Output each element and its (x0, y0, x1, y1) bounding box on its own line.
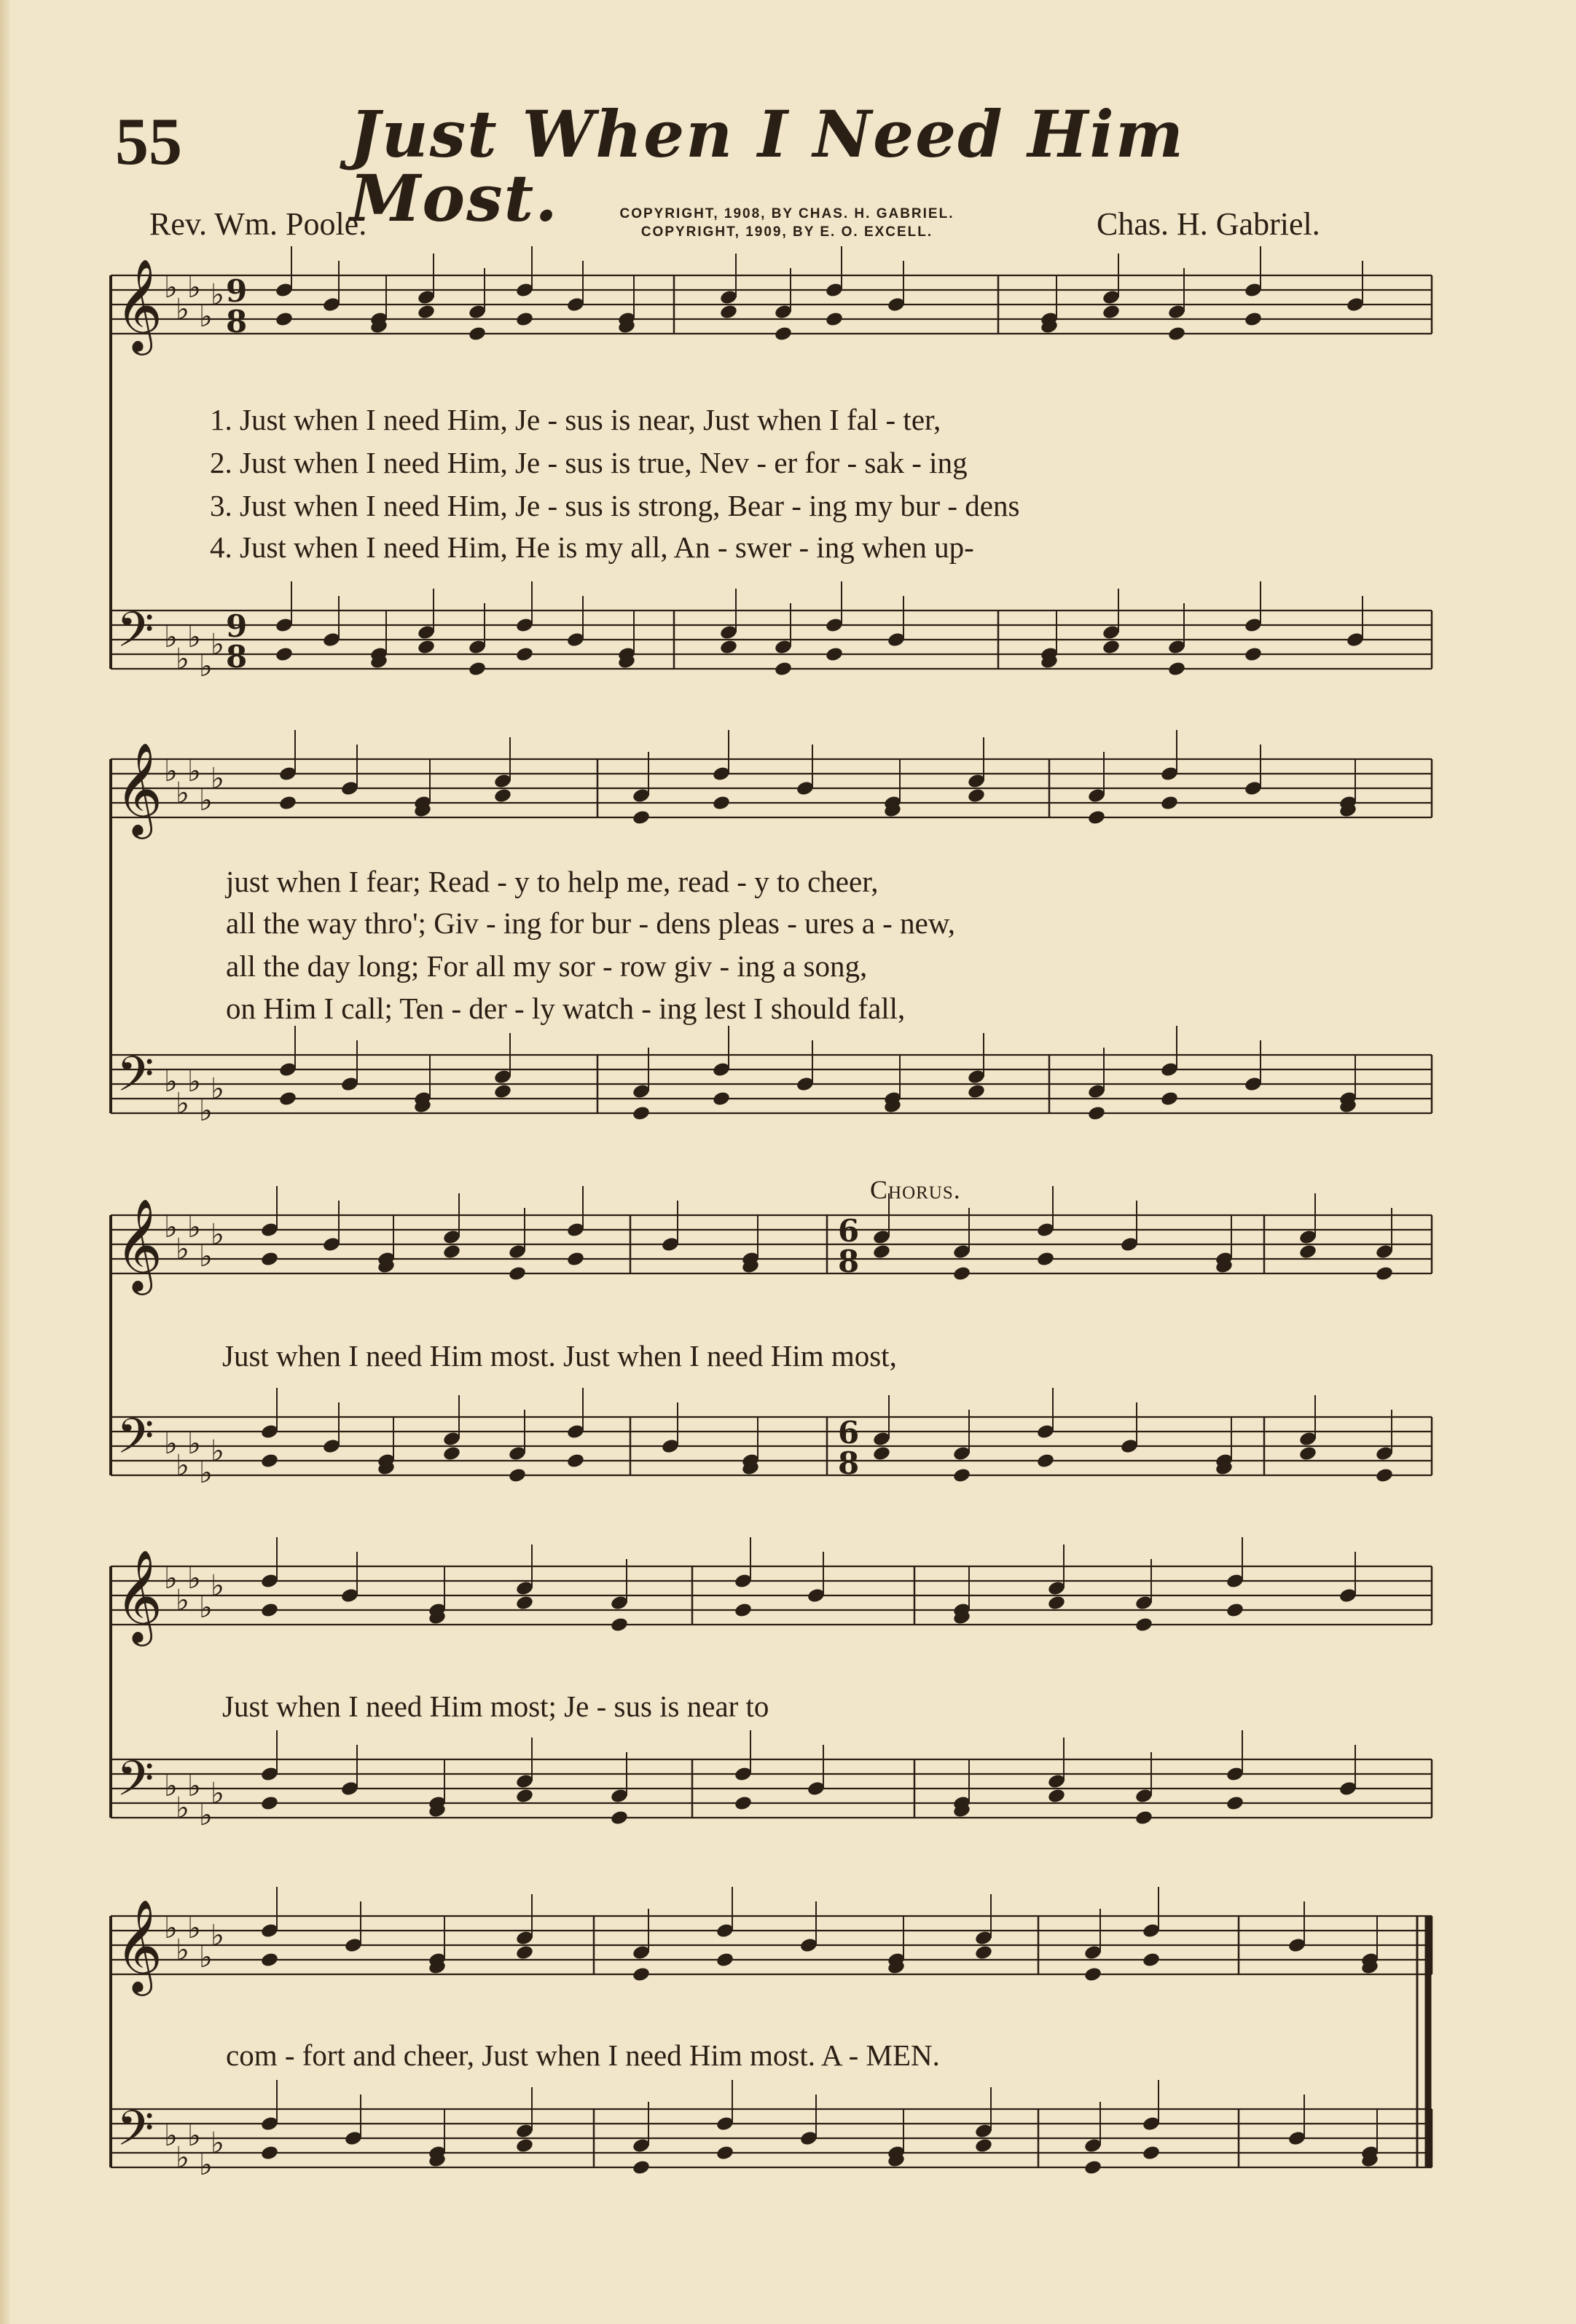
treble-staff-2-notehead (967, 788, 986, 804)
treble-staff-4-notehead (1134, 1617, 1153, 1633)
flat-icon: ♭ (164, 755, 178, 788)
bass-staff-5-notehead (260, 2145, 279, 2162)
bass-staff-2-notehead (278, 1091, 297, 1107)
bass-staff-4-notehead (1047, 1788, 1066, 1805)
lyric-chorus-line-1: Just when I need Him most. Just when I need Him most, (222, 1339, 897, 1373)
flat-icon: ♭ (199, 1240, 213, 1273)
bass-staff-3-notehead (872, 1445, 891, 1462)
treble-clef-icon: 𝄞 (115, 742, 163, 835)
flat-icon: ♭ (211, 1218, 224, 1252)
flat-icon: ♭ (164, 1562, 178, 1595)
bass-staff-1-notehead (1244, 646, 1263, 663)
treble-staff-3-notehead (260, 1251, 279, 1268)
bass-staff-4-notehead (1134, 1810, 1153, 1826)
flat-icon: ♭ (199, 1456, 213, 1490)
time-signature-denominator: 8 (838, 1244, 860, 1279)
flat-icon: ♭ (187, 1562, 201, 1595)
treble-staff-5-notehead (716, 1952, 734, 1968)
bass-staff-1-notehead (1102, 639, 1121, 656)
time-signature-denominator: 8 (838, 1445, 860, 1481)
treble-staff-5-notehead (632, 1966, 651, 1983)
bass-staff-3-notehead (260, 1453, 279, 1469)
treble-staff-4-notehead (734, 1602, 753, 1619)
treble-staff-5-notehead (1142, 1952, 1161, 1968)
treble-staff-3-notehead (566, 1251, 585, 1268)
treble-staff-1-notehead (515, 311, 534, 328)
flat-icon: ♭ (164, 271, 178, 305)
flat-icon: ♭ (211, 1072, 224, 1106)
bass-staff-3-notehead (952, 1467, 971, 1484)
flat-icon: ♭ (176, 293, 189, 326)
lyric-verse-3-line-1: 3. Just when I need Him, Je - sus is strong, Bear - ing my bur - dens (210, 489, 1020, 522)
treble-staff-5-notehead (974, 1944, 993, 1961)
flat-icon: ♭ (199, 300, 213, 334)
treble-staff-3-notehead (1298, 1244, 1317, 1260)
treble-staff-5-notehead (1083, 1966, 1102, 1983)
flat-icon: ♭ (187, 1211, 201, 1244)
flat-icon: ♭ (176, 1934, 189, 1967)
flat-icon: ♭ (164, 1912, 178, 1945)
bass-staff-2-notehead (632, 1105, 651, 1122)
bass-staff-3-notehead (508, 1467, 527, 1484)
flat-icon: ♭ (211, 1919, 224, 1952)
time-signature-numerator: 6 (838, 1213, 860, 1249)
bass-staff-3-notehead (1036, 1453, 1055, 1469)
flat-icon: ♭ (176, 1087, 189, 1120)
flat-icon: ♭ (164, 2119, 178, 2153)
bass-staff-3-notehead (1375, 1467, 1394, 1484)
flat-icon: ♭ (187, 1770, 201, 1803)
flat-icon: ♭ (211, 2127, 224, 2160)
flat-icon: ♭ (176, 2141, 189, 2175)
bass-staff-3-notehead (566, 1453, 585, 1469)
treble-staff-5-notehead (260, 1952, 279, 1968)
flat-icon: ♭ (211, 1777, 224, 1810)
bass-staff-5-notehead (1142, 2145, 1161, 2162)
treble-staff-4-notehead (1226, 1602, 1244, 1619)
bass-clef-icon: 𝄢 (117, 602, 154, 670)
bass-clef-icon: 𝄢 (117, 1408, 154, 1476)
treble-staff-3-notehead (1375, 1265, 1394, 1282)
treble-staff-1-notehead (1244, 311, 1263, 328)
treble-staff-1-notehead (825, 311, 844, 328)
flat-icon: ♭ (187, 1427, 201, 1461)
bass-staff-4-notehead (260, 1795, 279, 1812)
flat-icon: ♭ (211, 628, 224, 662)
bass-staff-1-notehead (417, 639, 436, 656)
treble-staff-2-notehead (493, 788, 512, 804)
flat-icon: ♭ (164, 1065, 178, 1099)
flat-icon: ♭ (176, 777, 189, 810)
flat-icon: ♭ (187, 271, 201, 305)
chorus-label: Chorus. (870, 1175, 961, 1204)
time-signature-numerator: 9 (226, 608, 248, 644)
treble-staff-1-notehead (1102, 304, 1121, 321)
treble-clef-icon: 𝄞 (115, 258, 163, 351)
flat-icon: ♭ (187, 755, 201, 788)
lyric-verse-2-line-2: all the way thro'; Giv - ing for bur - dens pleas - ures a - new, (226, 906, 955, 940)
flat-icon: ♭ (199, 784, 213, 817)
flat-icon: ♭ (199, 1591, 213, 1625)
bass-staff-2-notehead (712, 1091, 731, 1107)
treble-staff-3-notehead (442, 1244, 461, 1260)
bass-staff-4-notehead (734, 1795, 753, 1812)
flat-icon: ♭ (211, 762, 224, 796)
flat-icon: ♭ (176, 1449, 189, 1483)
hymn-title: Just When I Need Him Most. (350, 96, 1185, 236)
bass-staff-1-notehead (825, 646, 844, 663)
treble-staff-4-notehead (260, 1602, 279, 1619)
treble-staff-1-notehead (468, 326, 487, 342)
hymn-number: 55 (115, 104, 182, 178)
bass-staff-1-notehead (774, 661, 793, 678)
bass-staff-2-notehead (1160, 1091, 1179, 1107)
flat-icon: ♭ (199, 2148, 213, 2182)
treble-staff-1-notehead (719, 304, 738, 321)
treble-clef-icon: 𝄞 (115, 1549, 163, 1642)
lyric-verse-1-line-2: just when I fear; Read - y to help me, read - y to cheer, (226, 865, 879, 898)
flat-icon: ♭ (164, 1211, 178, 1244)
bass-staff-3-notehead (442, 1445, 461, 1462)
treble-staff-5-notehead (515, 1944, 534, 1961)
bass-staff-2-notehead (493, 1083, 512, 1100)
treble-staff-1-notehead (417, 304, 436, 321)
flat-icon: ♭ (199, 1799, 213, 1832)
bass-staff-5-notehead (716, 2145, 734, 2162)
lyricist-credit: Rev. Wm. Poole. (149, 206, 367, 242)
bass-staff-1-notehead (468, 661, 487, 678)
treble-staff-2-notehead (632, 809, 651, 826)
flat-icon: ♭ (187, 1912, 201, 1945)
bass-staff-4-notehead (610, 1810, 629, 1826)
time-signature-denominator: 8 (226, 639, 248, 675)
bass-staff-1-notehead (515, 646, 534, 663)
lyric-verse-1-line-1: 1. Just when I need Him, Je - sus is near, Just when I fal - ter, (210, 403, 941, 436)
treble-staff-4-notehead (515, 1595, 534, 1612)
flat-icon: ♭ (164, 1770, 178, 1803)
flat-icon: ♭ (176, 1584, 189, 1617)
flat-icon: ♭ (187, 2119, 201, 2153)
bass-staff-1-notehead (719, 639, 738, 656)
bass-staff-2-notehead (967, 1083, 986, 1100)
time-signature-denominator: 8 (226, 304, 248, 339)
copyright-line: COPYRIGHT, 1909, BY E. O. EXCELL. (640, 224, 933, 240)
flat-icon: ♭ (199, 1941, 213, 1974)
treble-staff-2-notehead (1087, 809, 1106, 826)
bass-staff-5-notehead (974, 2137, 993, 2154)
bass-staff-5-notehead (1083, 2159, 1102, 2176)
time-signature-numerator: 6 (838, 1415, 860, 1450)
flat-icon: ♭ (187, 621, 201, 654)
lyric-verse-4-line-1: 4. Just when I need Him, He is my all, An - swer - ing when up- (210, 530, 974, 564)
bass-staff-3-notehead (1298, 1445, 1317, 1462)
treble-staff-2-notehead (712, 795, 731, 812)
treble-staff-3-notehead (508, 1265, 527, 1282)
treble-staff-3-notehead (952, 1265, 971, 1282)
bass-staff-2-notehead (1087, 1105, 1106, 1122)
treble-staff-4-notehead (1047, 1595, 1066, 1612)
flat-icon: ♭ (199, 1094, 213, 1128)
bass-staff-1-notehead (275, 646, 294, 663)
flat-icon: ♭ (211, 1434, 224, 1468)
bass-clef-icon: 𝄢 (117, 2100, 154, 2168)
copyright-line: COPYRIGHT, 1908, BY CHAS. H. GABRIEL. (619, 206, 954, 221)
flat-icon: ♭ (176, 1791, 189, 1825)
treble-staff-1-notehead (1167, 326, 1186, 342)
bass-staff-5-notehead (632, 2159, 651, 2176)
treble-staff-3-notehead (1036, 1251, 1055, 1268)
lyric-chorus-line-3: com - fort and cheer, Just when I need Him most. A - MEN. (226, 2038, 940, 2072)
flat-icon: ♭ (176, 643, 189, 676)
bass-staff-4-notehead (1226, 1795, 1244, 1812)
treble-staff-4-notehead (610, 1617, 629, 1633)
flat-icon: ♭ (211, 278, 224, 312)
treble-staff-1-notehead (275, 311, 294, 328)
bass-clef-icon: 𝄢 (117, 1046, 154, 1114)
flat-icon: ♭ (176, 1233, 189, 1266)
composer-credit: Chas. H. Gabriel. (1097, 206, 1320, 242)
treble-staff-1-notehead (774, 326, 793, 342)
flat-icon: ♭ (164, 1427, 178, 1461)
bass-staff-1-notehead (1167, 661, 1186, 678)
treble-staff-3-notehead (872, 1244, 891, 1260)
lyric-verse-2-line-1: 2. Just when I need Him, Je - sus is true, Nev - er for - sak - ing (210, 446, 968, 479)
bass-staff-4-notehead (515, 1788, 534, 1805)
treble-staff-2-notehead (278, 795, 297, 812)
treble-staff-2-notehead (1160, 795, 1179, 812)
lyric-chorus-line-2: Just when I need Him most; Je - sus is near to (222, 1689, 769, 1723)
lyric-verse-4-line-2: on Him I call; Ten - der - ly watch - ing lest I should fall, (226, 992, 906, 1025)
flat-icon: ♭ (211, 1569, 224, 1603)
flat-icon: ♭ (187, 1065, 201, 1099)
time-signature-numerator: 9 (226, 273, 248, 309)
flat-icon: ♭ (199, 650, 213, 683)
lyric-verse-3-line-2: all the day long; For all my sor - row giv - ing a song, (226, 949, 868, 983)
treble-clef-icon: 𝄞 (115, 1198, 163, 1291)
treble-clef-icon: 𝄞 (115, 1899, 163, 1992)
bass-staff-5-notehead (515, 2137, 534, 2154)
bass-clef-icon: 𝄢 (117, 1751, 154, 1818)
flat-icon: ♭ (164, 621, 178, 654)
